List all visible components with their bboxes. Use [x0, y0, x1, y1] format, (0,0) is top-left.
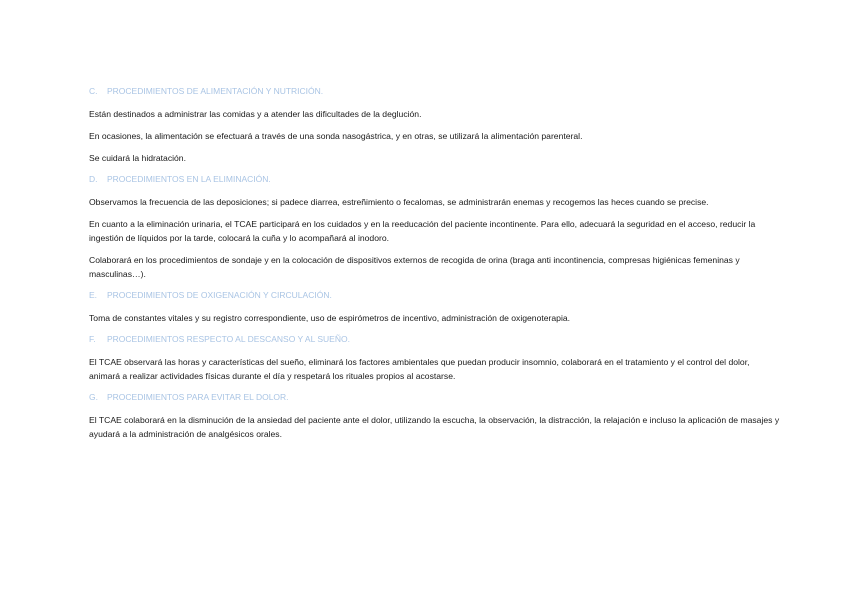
section-letter: C.	[89, 86, 98, 96]
section-title: PROCEDIMIENTOS PARA EVITAR EL DOLOR.	[107, 392, 289, 402]
section-title: PROCEDIMIENTOS DE OXIGENACIÓN Y CIRCULACIÓN.	[107, 290, 332, 300]
section-heading	[89, 391, 781, 403]
section-letter: E.	[89, 290, 98, 300]
section-letter: G.	[89, 392, 98, 402]
paragraph: Se cuidará la hidratación.	[89, 153, 186, 163]
paragraph: Están destinados a administrar las comidas y a atender las dificultades de la deglución.	[89, 109, 422, 119]
section-heading	[89, 333, 781, 345]
section-title: PROCEDIMIENTOS RESPECTO AL DESCANSO Y AL SUEÑO.	[107, 334, 350, 344]
paragraph: En ocasiones, la alimentación se efectuará a través de una sonda nasogástrica, y en otras, se utilizará la alimentación parenteral.	[89, 131, 583, 141]
section-letter: D.	[89, 174, 98, 184]
paragraph: En cuanto a la eliminación urinaria, el TCAE participará en los cuidados y en la reeducación del paciente incontinente. Para ello, adecuará la seguridad en el acceso, reducir la ingestión de líquidos por la tarde, colocará la cuña y lo acompañará al inodoro.	[89, 219, 756, 243]
section-letter: F.	[89, 334, 96, 344]
section-eliminacion	[89, 173, 781, 281]
paragraph: Colaborará en los procedimientos de sondaje y en la colocación de dispositivos externos de recogida de orina (braga anti incontinencia, compresas higiénicas femeninas y masculinas…).	[89, 255, 740, 279]
paragraph: El TCAE colaborará en la disminución de la ansiedad del paciente ante el dolor, utilizando la escucha, la observación, la distracción, la relajación e incluso la aplicación de masajes y ayudará a la administración de analgésicos orales.	[89, 415, 780, 439]
section-title: PROCEDIMIENTOS DE ALIMENTACIÓN Y NUTRICIÓN.	[107, 86, 324, 96]
document-body	[89, 85, 781, 449]
section-oxigenacion	[89, 289, 781, 325]
section-heading	[89, 289, 781, 301]
section-heading	[89, 173, 781, 185]
paragraph: Toma de constantes vitales y su registro correspondiente, uso de espirómetros de incentivo, administración de oxigenoterapia.	[89, 313, 571, 323]
paragraph: El TCAE observará las horas y características del sueño, eliminará los factores ambientales que puedan producir insomnio, colaborará en el tratamiento y el control del dolor, animará a realizar actividades físicas durante el día y respetará los rituales propios al acostarse.	[89, 357, 750, 381]
section-heading	[89, 85, 781, 97]
section-title: PROCEDIMIENTOS EN LA ELIMINACIÓN.	[107, 174, 271, 184]
section-descanso	[89, 333, 781, 383]
section-alimentacion	[89, 85, 781, 165]
paragraph: Observamos la frecuencia de las deposiciones; si padece diarrea, estreñimiento o fecalomas, se administrarán enemas y recogemos las heces cuando se precise.	[89, 197, 709, 207]
section-dolor	[89, 391, 781, 441]
